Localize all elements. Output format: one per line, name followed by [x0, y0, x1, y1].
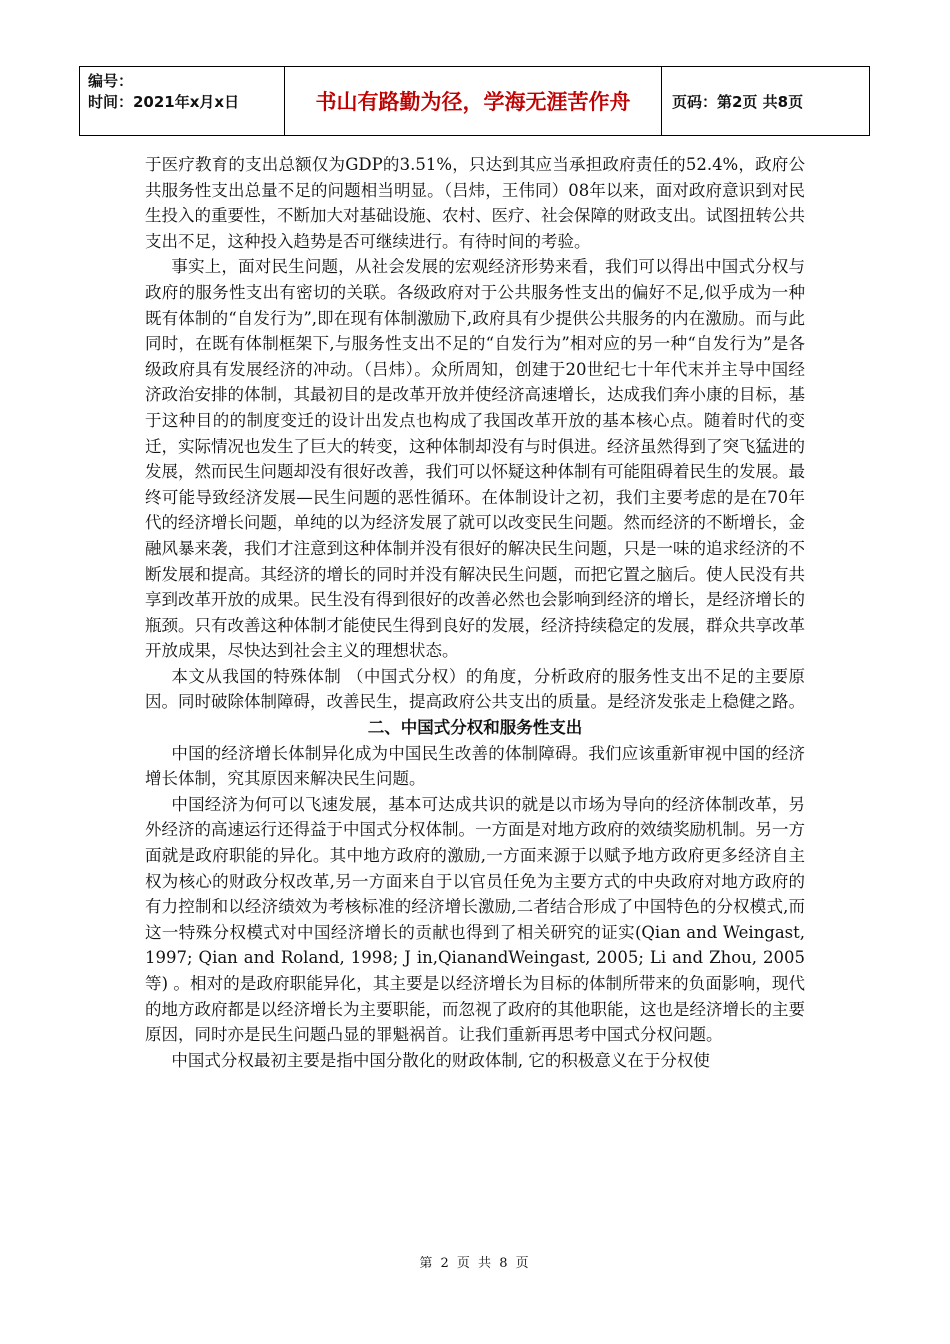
paragraph: 中国经济为何可以飞速发展，基本可达成共识的就是以市场为导向的经济体制改革，另外经济的高速运行还得益于中国式分权体制。一方面是对地方政府的效绩奖励机制。另一方面就是政府职能的异化。其中地方政府的激励,一方面来源于以赋予地方政府更多经济自主权为核心的财政分权改革,另一方面来自于以官员任免为主要方式的中央政府对地方政府的有力控制和以经济绩效为考核标准的经济增长激励,二者结合形成了中国特色的分权模式,而这一特殊分权模式对中国经济增长的贡献也得到了相关研究的证实(Qian and Weingast, 1997; Qian and Roland, 1998; J in,QianandWeingast, 2005; Li and Zhou, 2005等) 。相对的是政府职能异化，其主要是以经济增长为目标的体制所带来的负面影响，现代的地方政府都是以经济增长为主要职能，而忽视了政府的其他职能，这也是经济增长的主要原因，同时亦是民生问题凸显的罪魁祸首。让我们重新再思考中国式分权问题。 — [145, 794, 805, 1045]
paragraph: 于医疗教育的支出总额仅为GDP的3.51%，只达到其应当承担政府责任的52.4%，政府公共服务性支出总量不足的问题相当明显。（吕炜，王伟同）08年以来，面对政府意识到对民生投入的重要性，不断加大对基础设施、农村、医疗、社会保障的财政支出。试图扭转公共支出不足，这种投入趋势是否可继续进行。有待时间的考验。 — [145, 155, 805, 251]
header-motto: 书山有路勤为径，学海无涯苦作舟 — [285, 67, 662, 135]
page-footer: 第 2 页 共 8 页 — [419, 1256, 531, 1271]
header-page-info: 页码：第2页 共8页 — [672, 92, 804, 111]
paragraph: 本文从我国的特殊体制 （中国式分权）的角度，分析政府的服务性支出不足的主要原因。同时破除体制障碍，改善民生，提高政府公共支出的质量。是经济发张走上稳健之路。 — [145, 666, 805, 712]
header-meta — [80, 67, 285, 135]
document-header — [79, 66, 870, 136]
paragraph: 中国式分权最初主要是指中国分散化的财政体制, 它的积极意义在于分权使 — [171, 1050, 710, 1070]
document-body — [145, 152, 805, 1073]
section-heading: 二、中国式分权和服务性支出 — [367, 718, 583, 738]
paragraph: 中国的经济增长体制异化成为中国民生改善的体制障碍。我们应该重新审视中国的经济增长体制，究其原因来解决民生问题。 — [145, 743, 805, 789]
document-number-label: 编号： — [88, 72, 134, 90]
document-time-label: 时间：2021年x月x日 — [88, 93, 240, 111]
paragraph: 事实上，面对民生问题，从社会发展的宏观经济形势来看，我们可以得出中国式分权与政府的服务性支出有密切的关联。各级政府对于公共服务性支出的偏好不足,似乎成为一种既有体制的“自发行为”,即在现有体制激励下,政府具有少提供公共服务的内在激励。而与此同时，在既有体制框架下,与服务性支出不足的“自发行为”相对应的另一种“自发行为”是各级政府具有发展经济的冲动。（吕炜）。众所周知，创建于20世纪七十年代末并主导中国经济政治安排的体制，其最初目的是改革开放并使经济高速增长，达成我们奔小康的目标，基于这种目的的制度变迁的设计出发点也构成了我国改革开放的基本核心点。随着时代的变迁，实际情况也发生了巨大的转变，这种体制却没有与时俱进。经济虽然得到了突飞猛进的发展，然而民生问题却没有很好改善，我们可以怀疑这种体制有可能阻碍着民生的发展。最终可能导致经济发展—民生问题的恶性循环。在体制设计之初，我们主要考虑的是在70年代的经济增长问题，单纯的以为经济发展了就可以改变民生问题。然而经济的不断增长，金融风暴来袭，我们才注意到这种体制并没有很好的解决民生问题，只是一味的追求经济的不断发展和提高。其经济的增长的同时并没有解决民生问题，而把它置之脑后。使人民没有共享到改革开放的成果。民生没有得到很好的改善必然也会影响到经济的增长，是经济增长的瓶颈。只有改善这种体制才能使民生得到良好的发展，经济持续稳定的发展，群众共享改革开放成果，尽快达到社会主义的理想状态。 — [145, 257, 805, 661]
